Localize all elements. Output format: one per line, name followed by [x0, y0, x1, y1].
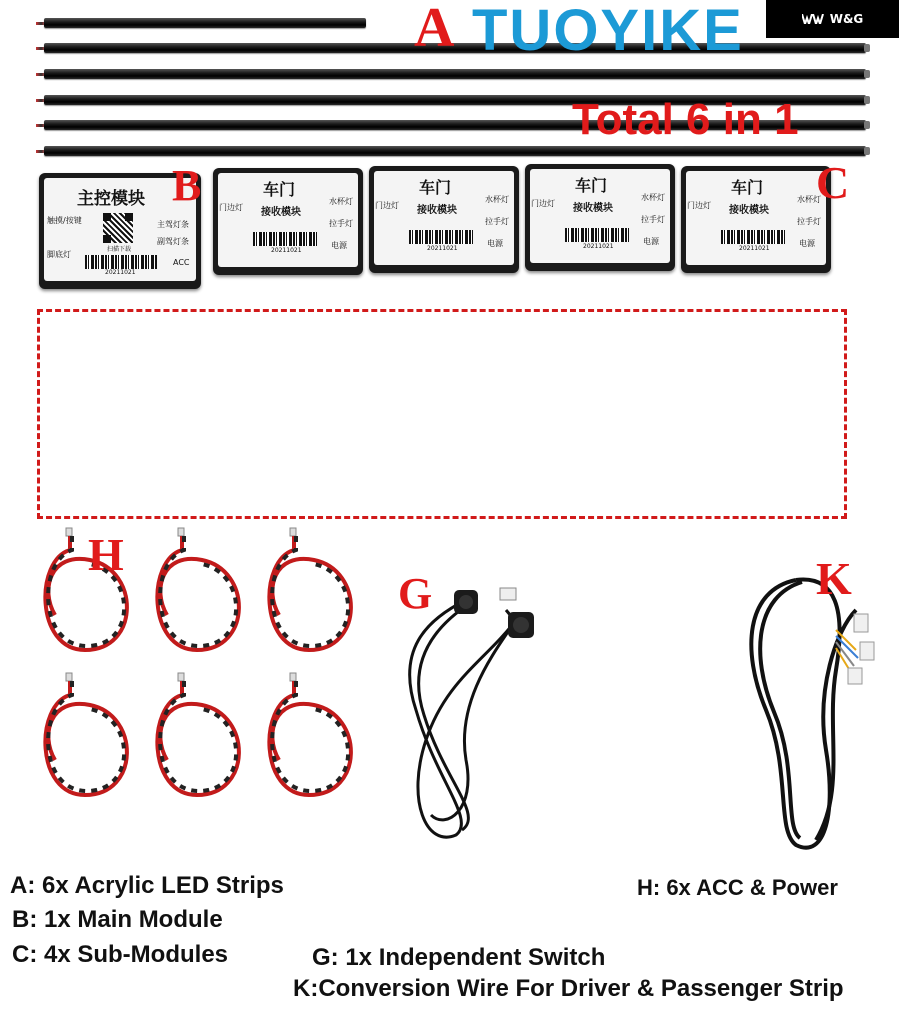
barcode: [85, 255, 157, 269]
sub-module-label-power: 电源: [643, 237, 659, 246]
caption-h: H: 6x ACC & Power: [637, 875, 838, 900]
main-module-title: 主控模块: [77, 189, 145, 209]
coil-wire: [45, 673, 127, 795]
barcode: [721, 230, 785, 244]
connector-icon: [848, 668, 862, 684]
sub-module-label-door: 门边灯: [531, 199, 555, 208]
sub-module-title: 车门: [731, 178, 764, 197]
main-module-label-driver: 主驾灯条: [157, 220, 189, 229]
connector-icon: [500, 588, 516, 600]
coil-wire: [269, 528, 351, 650]
coil-wire: [269, 673, 351, 795]
brand-logo-icon: [802, 14, 824, 24]
sub-module-code: 20211021: [739, 245, 770, 252]
caption-a: A: 6x Acrylic LED Strips: [10, 872, 284, 899]
qr-code-icon: [103, 213, 133, 243]
label-g: G: [398, 569, 433, 618]
main-module-label-acc: ACC: [173, 258, 190, 267]
caption-c: C: 4x Sub-Modules: [12, 941, 229, 968]
led-strip: [44, 69, 866, 79]
sub-module-label-power: 电源: [331, 241, 347, 250]
sub-module-title: 车门: [419, 178, 452, 197]
sub-module-code: 20211021: [583, 243, 614, 250]
sub-module-code: 20211021: [427, 245, 458, 252]
sub-module-label-power: 电源: [487, 239, 503, 248]
sub-module-label-cup: 水杯灯: [797, 195, 821, 204]
sub-module-label-cup: 水杯灯: [485, 195, 509, 204]
empty-dashed-frame: [37, 309, 847, 519]
label-c: C: [816, 157, 850, 208]
barcode: [565, 228, 629, 242]
caption-k: K:Conversion Wire For Driver & Passenger Strip: [293, 975, 844, 1002]
sub-module-subtitle: 接收模块: [729, 205, 769, 216]
label-h: H: [88, 529, 124, 580]
sub-module-label-door: 门边灯: [687, 201, 711, 210]
sub-module-subtitle: 接收模块: [573, 203, 613, 214]
coil-wire: [157, 673, 239, 795]
label-b: B: [172, 161, 202, 210]
main-module-code: 20211021: [105, 269, 136, 276]
sub-module-label-power: 电源: [799, 239, 815, 248]
main-module-label-passenger: 副驾灯条: [157, 237, 189, 246]
label-k: K: [816, 553, 852, 604]
main-module-label-touch: 触摸/按键: [47, 216, 82, 225]
sub-module-label-handle: 拉手灯: [641, 215, 665, 224]
sub-module-label-handle: 拉手灯: [329, 219, 353, 228]
main-module-qr-caption: 扫描下载: [107, 246, 132, 253]
sub-module-title: 车门: [575, 176, 608, 195]
brand-badge-text: W&G: [829, 12, 864, 26]
connector-icon: [860, 642, 874, 660]
sub-module: [213, 168, 363, 275]
sub-module: [369, 166, 519, 273]
label-a: A: [414, 0, 455, 59]
sub-module-label-handle: 拉手灯: [797, 217, 821, 226]
barcode: [253, 232, 317, 246]
coil-wire: [157, 528, 239, 650]
sub-module: [681, 166, 831, 273]
sub-module-label-door: 门边灯: [375, 201, 399, 210]
connector-icon: [854, 614, 868, 632]
sub-module: [525, 164, 675, 271]
led-strip-short: [44, 18, 366, 28]
sub-module-code: 20211021: [271, 247, 302, 254]
sub-module-label-cup: 水杯灯: [641, 193, 665, 202]
sub-module-label-handle: 拉手灯: [485, 217, 509, 226]
brand-badge: [766, 0, 899, 38]
main-module-label-foot: 脚底灯: [47, 250, 71, 259]
total-label: Total 6 in 1: [572, 95, 799, 144]
independent-switch-cable: [396, 580, 566, 850]
caption-b: B: 1x Main Module: [12, 906, 223, 933]
sub-module-label-door: 门边灯: [219, 203, 243, 212]
caption-g: G: 1x Independent Switch: [312, 944, 606, 971]
sub-module-subtitle: 接收模块: [261, 207, 301, 218]
barcode: [409, 230, 473, 244]
brand-logo-text: TUOYIKE: [472, 0, 744, 63]
acc-power-wires: [30, 520, 380, 820]
conversion-wire: [736, 570, 896, 860]
sub-module-subtitle: 接收模块: [417, 205, 457, 216]
sub-module-title: 车门: [263, 180, 296, 199]
sub-module-label-cup: 水杯灯: [329, 197, 353, 206]
led-strip: [44, 146, 866, 156]
